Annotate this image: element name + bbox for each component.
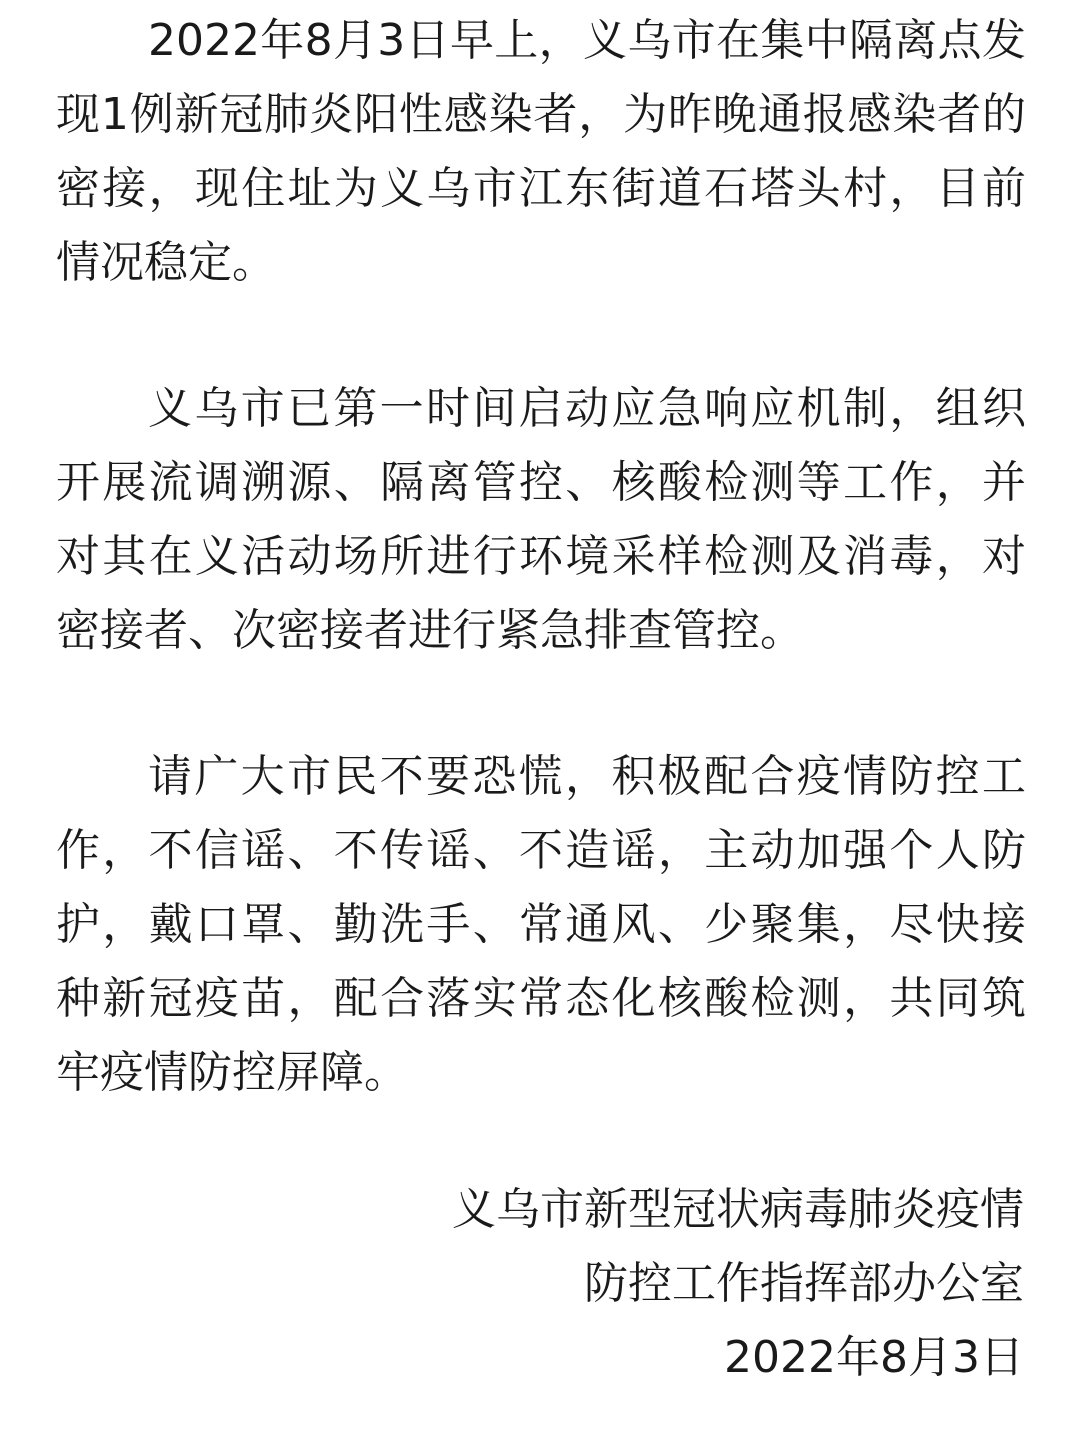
notice-body	[56, 4, 1026, 1110]
text-line: 对其在义活动场所进行环境采样检测及消毒，对	[56, 531, 1026, 582]
text-line: 作，不信谣、不传谣、不造谣，主动加强个人防	[56, 825, 1026, 876]
paragraph-response-measures	[56, 372, 1026, 668]
text-line: 密接者、次密接者进行紧急排查管控。	[56, 605, 804, 656]
issuing-organization: 义乌市新型冠状病毒肺炎疫情	[452, 1184, 1024, 1235]
paragraph-case-report	[56, 4, 1026, 300]
text-line: 开展流调溯源、隔离管控、核酸检测等工作，并	[56, 457, 1026, 508]
text-line: 牢疫情防控屏障。	[56, 1047, 408, 1098]
text-line: 现1例新冠肺炎阳性感染者，为昨晚通报感染者的	[56, 89, 1026, 140]
paragraph-public-advice	[56, 740, 1026, 1110]
issuing-office: 防控工作指挥部办公室	[584, 1258, 1024, 1309]
text-line: 情况稳定。	[56, 237, 276, 288]
issue-date: 2022年8月3日	[724, 1332, 1024, 1383]
text-line: 义乌市已第一时间启动应急响应机制，组织	[148, 383, 1026, 434]
text-line: 密接，现住址为义乌市江东街道石塔头村，目前	[56, 163, 1026, 214]
paragraph-gap	[56, 668, 1026, 740]
signature-block	[324, 1173, 1024, 1395]
paragraph-gap	[56, 300, 1026, 372]
text-line: 种新冠疫苗，配合落实常态化核酸检测，共同筑	[56, 973, 1026, 1024]
text-line: 请广大市民不要恐慌，积极配合疫情防控工	[148, 751, 1026, 802]
text-line: 2022年8月3日早上，义乌市在集中隔离点发	[148, 15, 1026, 66]
text-line: 护，戴口罩、勤洗手、常通风、少聚集，尽快接	[56, 899, 1026, 950]
